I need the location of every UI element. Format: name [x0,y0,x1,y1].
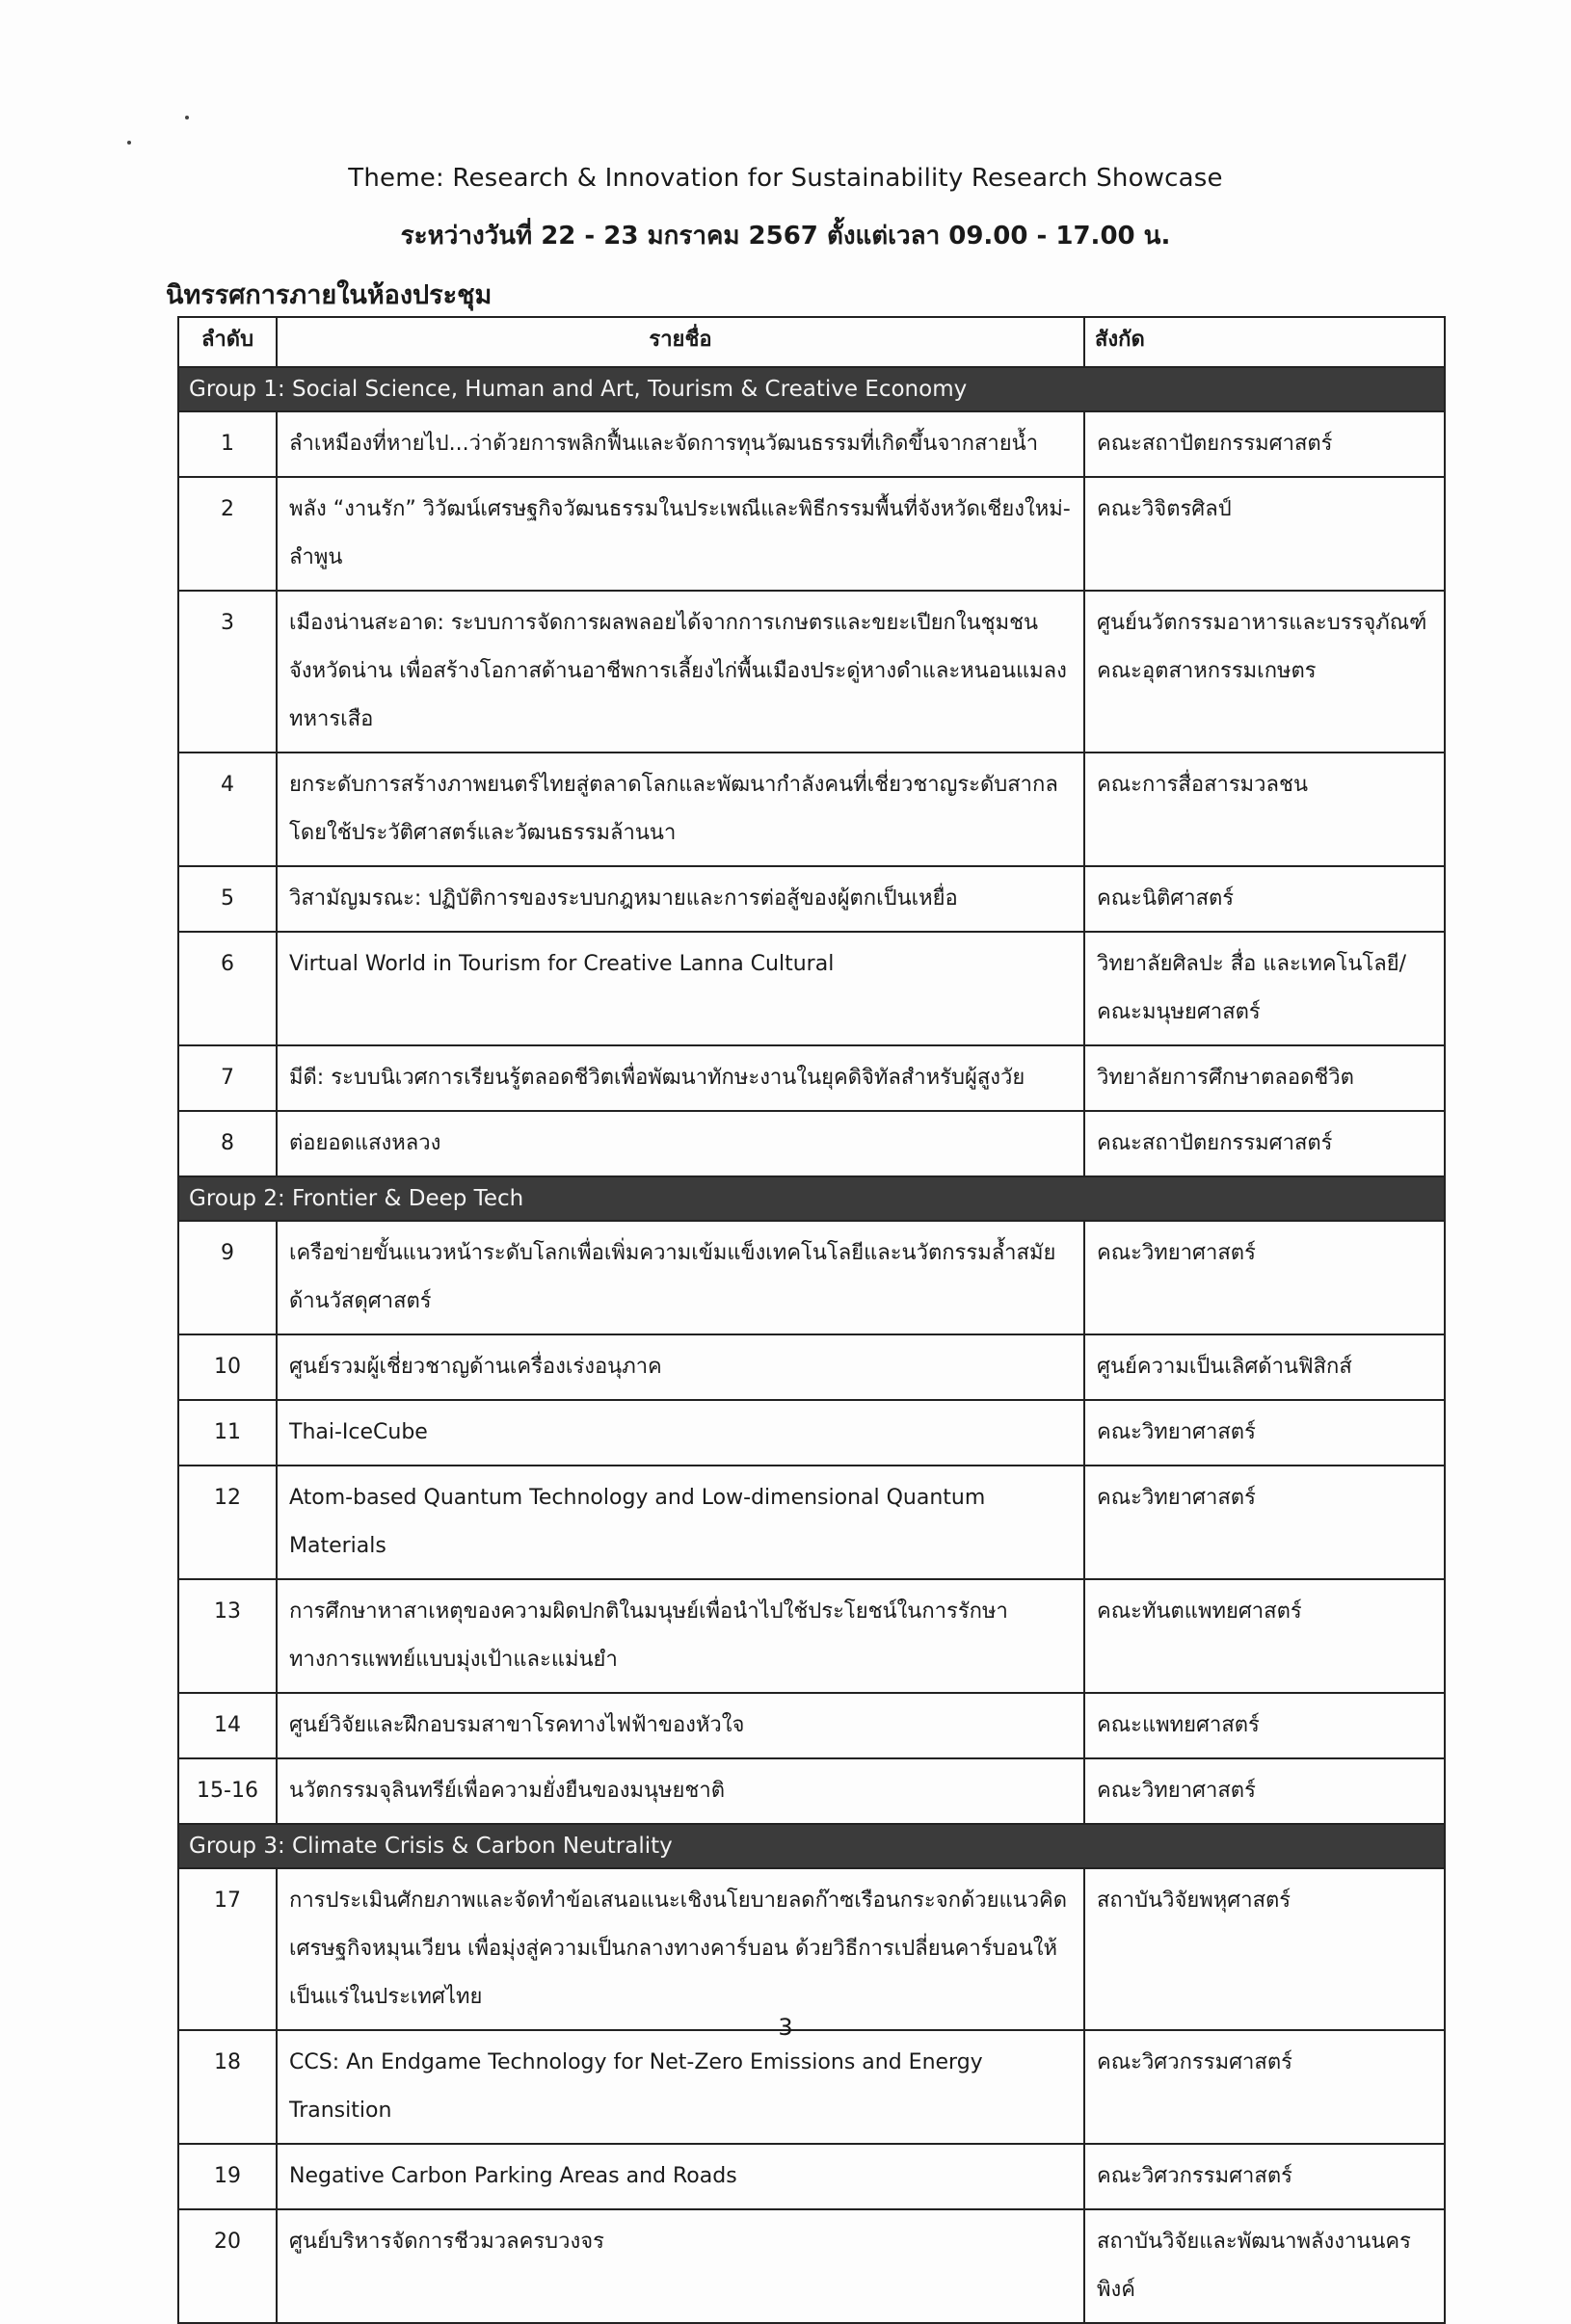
row-number: 6 [178,932,277,1045]
row-number: 9 [178,1221,277,1334]
affiliation: คณะวิศวกรรมศาสตร์ [1084,2144,1445,2209]
table-row [178,1111,1445,1176]
table-row [178,1221,1445,1334]
project-name: ต่อยอดแสงหลวง [277,1111,1084,1176]
table-row [178,753,1445,866]
table-row [178,1466,1445,1579]
affiliation: ศูนย์ความเป็นเลิศด้านฟิสิกส์ [1084,1334,1445,1400]
row-number: 4 [178,753,277,866]
project-name: ศูนย์บริหารจัดการชีวมวลครบวงจร [277,2209,1084,2323]
project-name: ศูนย์วิจัยและฝึกอบรมสาขาโรคทางไฟฟ้าของหัวใจ [277,1693,1084,1758]
column-header-affiliation: สังกัด [1084,317,1445,367]
affiliation: วิทยาลัยศิลปะ สื่อ และเทคโนโลยี/คณะมนุษยศาสตร์ [1084,932,1445,1045]
group-title: Group 1: Social Science, Human and Art, Tourism & Creative Economy [178,367,1445,411]
group-title: Group 2: Frontier & Deep Tech [178,1176,1445,1221]
table-row [178,2030,1445,2144]
affiliation: คณะวิจิตรศิลป์ [1084,477,1445,591]
project-name: พลัง “งานรัก” วิวัฒน์เศรษฐกิจวัฒนธรรมในประเพณีและพิธีกรรมพื้นที่จังหวัดเชียงใหม่-ลำพูน [277,477,1084,591]
row-number: 5 [178,866,277,932]
row-number: 18 [178,2030,277,2144]
project-name: Atom-based Quantum Technology and Low-dimensional Quantum Materials [277,1466,1084,1579]
affiliation: สถาบันวิจัยพหุศาสตร์ [1084,1868,1445,2030]
table-row [178,1045,1445,1111]
row-number: 7 [178,1045,277,1111]
event-date: ระหว่างวันที่ 22 - 23 มกราคม 2567 ตั้งแต่เวลา 09.00 - 17.00 น. [400,222,1171,251]
row-number: 13 [178,1579,277,1693]
table-row [178,477,1445,591]
affiliation: คณะสถาปัตยกรรมศาสตร์ [1084,411,1445,477]
project-name: เครือข่ายขั้นแนวหน้าระดับโลกเพื่อเพิ่มความเข้มแข็งเทคโนโลยีและนวัตกรรมล้ำสมัยด้านวัสดุศาสตร์ [277,1221,1084,1334]
row-number: 8 [178,1111,277,1176]
table-header-row [178,317,1445,367]
table-row [178,1400,1445,1466]
row-number: 20 [178,2209,277,2323]
project-name: การศึกษาหาสาเหตุของความผิดปกติในมนุษย์เพื่อนำไปใช้ประโยชน์ในการรักษาทางการแพทย์แบบมุ่งเป้าและแม่นยำ [277,1579,1084,1693]
project-name: มีดี: ระบบนิเวศการเรียนรู้ตลอดชีวิตเพื่อพัฒนาทักษะงานในยุคดิจิทัลสำหรับผู้สูงวัย [277,1045,1084,1111]
project-name: เมืองน่านสะอาด: ระบบการจัดการผลพลอยได้จากการเกษตรและขยะเปียกในชุมชนจังหวัดน่าน เพื่อสร้างโอกาสด้านอาชีพการเลี้ยงไก่พื้นเมืองประดู่หางดำและหนอนแมลงทหารเสือ [277,591,1084,753]
affiliation: สถาบันวิจัยและพัฒนาพลังงานนครพิงค์ [1084,2209,1445,2323]
affiliation: คณะวิทยาศาสตร์ [1084,1466,1445,1579]
affiliation: คณะการสื่อสารมวลชน [1084,753,1445,866]
page-number: 3 [778,2014,793,2041]
project-name: วิสามัญมรณะ: ปฏิบัติการของระบบกฎหมายและการต่อสู้ของผู้ตกเป็นเหยื่อ [277,866,1084,932]
theme-title: Theme: Research & Innovation for Sustainability Research Showcase [348,164,1223,193]
row-number: 14 [178,1693,277,1758]
affiliation: คณะสถาปัตยกรรมศาสตร์ [1084,1111,1445,1176]
row-number: 15-16 [178,1758,277,1824]
table-row [178,1334,1445,1400]
table-row [178,2144,1445,2209]
affiliation: ศูนย์นวัตกรรมอาหารและบรรจุภัณฑ์ คณะอุตสาหกรรมเกษตร [1084,591,1445,753]
table-row [178,591,1445,753]
project-name: Negative Carbon Parking Areas and Roads [277,2144,1084,2209]
project-name: ยกระดับการสร้างภาพยนตร์ไทยสู่ตลาดโลกและพัฒนากำลังคนที่เชี่ยวชาญระดับสากลโดยใช้ประวัติศาสตร์และวัฒนธรรมล้านนา [277,753,1084,866]
row-number: 17 [178,1868,277,2030]
row-number: 11 [178,1400,277,1466]
project-name: ลำเหมืองที่หายไป...ว่าด้วยการพลิกฟื้นและจัดการทุนวัฒนธรรมที่เกิดขึ้นจากสายน้ำ [277,411,1084,477]
scan-speck [185,116,189,119]
affiliation: คณะแพทยศาสตร์ [1084,1693,1445,1758]
row-number: 19 [178,2144,277,2209]
project-name: CCS: An Endgame Technology for Net-Zero Emissions and Energy Transition [277,2030,1084,2144]
table-row [178,1758,1445,1824]
row-number: 2 [178,477,277,591]
affiliation: คณะนิติศาสตร์ [1084,866,1445,932]
group-header-row [178,1176,1445,1221]
table-row [178,2209,1445,2323]
row-number: 12 [178,1466,277,1579]
column-header-number: ลำดับ [178,317,277,367]
affiliation: คณะวิทยาศาสตร์ [1084,1221,1445,1334]
project-name: Virtual World in Tourism for Creative Lanna Cultural [277,932,1084,1045]
table-row [178,1579,1445,1693]
table-row [178,932,1445,1045]
table-row [178,1693,1445,1758]
table-row [178,866,1445,932]
affiliation: วิทยาลัยการศึกษาตลอดชีวิต [1084,1045,1445,1111]
project-name: Thai-IceCube [277,1400,1084,1466]
group-header-row [178,367,1445,411]
section-title: นิทรรศการภายในห้องประชุม [166,280,493,310]
group-header-row [178,1824,1445,1868]
group-title: Group 3: Climate Crisis & Carbon Neutrality [178,1824,1445,1868]
affiliation: คณะวิทยาศาสตร์ [1084,1400,1445,1466]
affiliation: คณะทันตแพทยศาสตร์ [1084,1579,1445,1693]
row-number: 3 [178,591,277,753]
affiliation: คณะวิศวกรรมศาสตร์ [1084,2030,1445,2144]
affiliation: คณะวิทยาศาสตร์ [1084,1758,1445,1824]
scan-speck [127,141,131,145]
project-name: การประเมินศักยภาพและจัดทำข้อเสนอแนะเชิงนโยบายลดก๊าซเรือนกระจกด้วยแนวคิดเศรษฐกิจหมุนเวียน เพื่อมุ่งสู่ความเป็นกลางทางคาร์บอน ด้วยวิธีการเปลี่ยนคาร์บอนให้เป็นแร่ในประเทศไทย [277,1868,1084,2030]
table-row [178,411,1445,477]
row-number: 10 [178,1334,277,1400]
project-name: นวัตกรรมจุลินทรีย์เพื่อความยั่งยืนของมนุษยชาติ [277,1758,1084,1824]
row-number: 1 [178,411,277,477]
column-header-name: รายชื่อ [277,317,1084,367]
project-name: ศูนย์รวมผู้เชี่ยวชาญด้านเครื่องเร่งอนุภาค [277,1334,1084,1400]
table-row [178,1868,1445,2030]
